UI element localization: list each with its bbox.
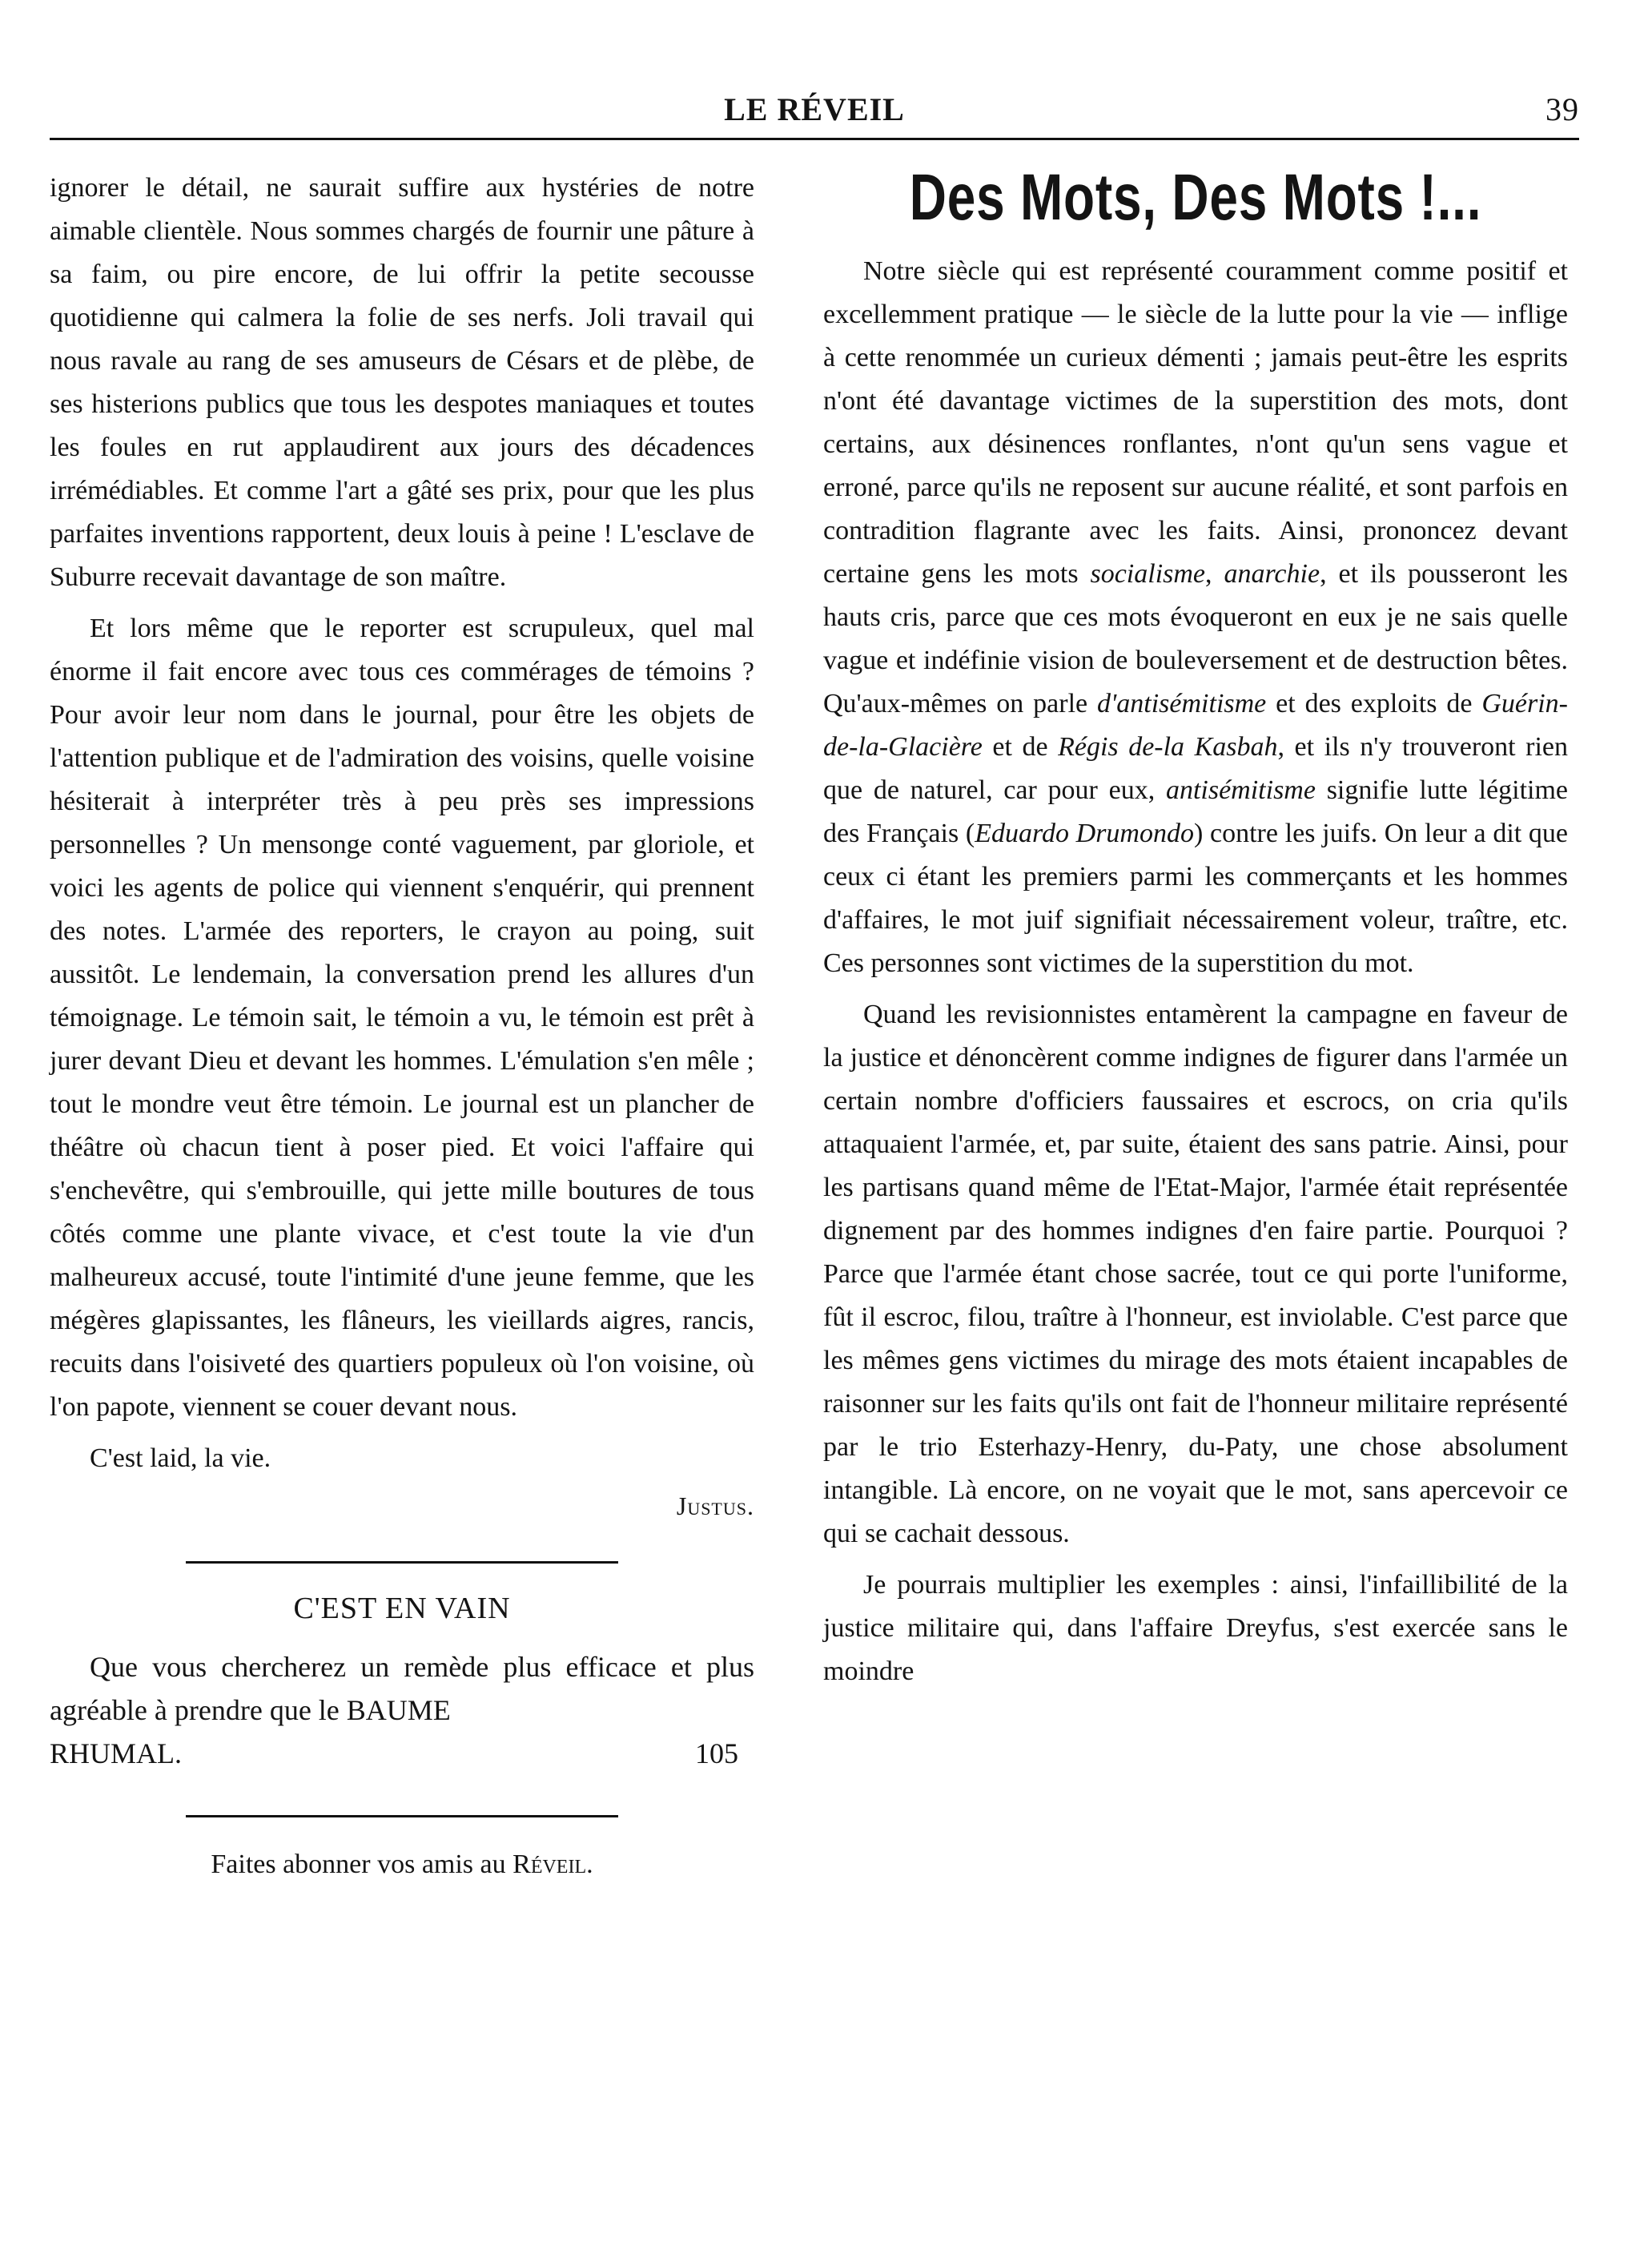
italic-term: socialisme xyxy=(1090,559,1206,589)
text-run: , xyxy=(1205,559,1224,589)
separator-rule-2 xyxy=(186,1815,618,1817)
running-title: LE RÉVEIL xyxy=(724,91,905,127)
header-rule xyxy=(50,138,1579,140)
text-run: ) contre les juifs. On leur a dit que ceux ci étant les premiers parmi les commerçants et les hommes d'affaires, le mot juif signifiait nécessairement voleur, traître, etc. Ces personnes sont victimes de la superstition du mot. xyxy=(823,819,1569,978)
text-run: signifie lutte légitime des Français ( xyxy=(823,775,1569,848)
page-header xyxy=(50,84,1579,132)
italic-term: antisémitisme xyxy=(1165,775,1316,805)
italic-term: Régis de-la Kasbah xyxy=(1058,732,1278,762)
text-run: et de xyxy=(982,732,1059,762)
separator-rule xyxy=(186,1561,618,1564)
text-run: , et ils pousseront les hauts cris, parce que ces mots évoqueront en eux je ne sais quelle vague et indéfinie vision de bouleversement et de destruction bêtes. Qu'aux-mêmes on parle xyxy=(823,559,1568,718)
italic-term: anarchie xyxy=(1224,559,1320,589)
subscribe-notice xyxy=(50,1849,754,1880)
article-paragraph-2: Quand les revisionnistes entamèrent la campagne en faveur de la justice et dénoncèrent comme indignes de figurer dans l'armée un certain nombre d'officiers faussaires et escrocs, on cria qu'ils attaquaient l'armée, et, par suite, étaient des sans patrie. Ainsi, pour les partisans quand même de l'Etat-Major, l'armée était représentée dignement par des hommes indignes d'en faire partie. Pourquoi ? Parce que l'armée étant chose sacrée, tout ce qui porte l'uniforme, fût il escroc, filou, traître à l'honneur, est inviolable. C'est parce que les mêmes gens victimes du mirage des mots étaient incapables de raisonner sur les faits qu'ils ont fait de l'honneur militaire représenté par le trio Esterhazy-Henry, du-Paty, une chose absolument intangible. Là encore, on ne voyait que le mot, sans apercevoir ce qui se cachait dessous. xyxy=(823,1000,1568,1548)
text-run: et des exploits de xyxy=(1266,689,1482,718)
left-column xyxy=(50,167,754,1880)
signature: Justus. xyxy=(676,1491,754,1520)
right-column xyxy=(823,161,1569,1693)
article-paragraph-3: Je pourrais multiplier les exemples : ainsi, l'infaillibilité de la justice militaire qui, dans l'affaire Dreyfus, s'est exercée sans le moindre xyxy=(823,1570,1568,1686)
ad-product-name: RHUMAL. xyxy=(50,1737,183,1769)
article-paragraph-1 xyxy=(823,250,1568,985)
italic-term: Guérin-de-la-Glacière xyxy=(823,689,1568,762)
ad-tail xyxy=(50,1732,754,1775)
left-paragraph-1: ignorer le détail, ne saurait suffire aux hystéries de notre aimable clientèle. Nous sommes chargés de fournir une pâture à sa faim, ou pire encore, de lui offrir la petite secousse quotidienne qui calmera la folie de ses nerfs. Joli travail qui nous ravale au rang de ses amuseurs de Césars et de plèbe, de ses histerions publics que tous les despotes maniaques et toutes les foules en rut applaudirent aux jours des décadences irrémédiables. Et comme l'art a gâté ses prix, pour que les plus parfaites inventions rapportent, deux louis à peine ! L'esclave de Suburre recevait davantage de son maître. xyxy=(50,173,754,592)
italic-term: d'antisémitisme xyxy=(1097,689,1267,718)
ad-number: 105 xyxy=(695,1737,738,1769)
article-title: Des Mots, Des Mots !... xyxy=(909,161,1482,234)
text-run: , et ils n'y trouveront rien que de naturel, car pour eux, xyxy=(823,732,1568,805)
italic-term: Eduardo Drumondo xyxy=(975,819,1194,848)
left-paragraph-2: Et lors même que le reporter est scrupuleux, quel mal énorme il fait encore avec tous ces commérages de témoins ? Pour avoir leur nom dans le journal, pour être les objets de l'attention publique et de l'admiration des voisins, quelle voisine hésiterait à interpréter très à peu près ses impressions personnelles ? Un mensonge conté vaguement, par gloriole, et voici les agents de police qui viennent s'enquérir, qui prennent des notes. L'armée des reporters, le crayon au poing, suit aussitôt. Le lendemain, la conversation prend les allures d'un témoignage. Le témoin sait, le témoin a vu, le témoin est prêt à jurer devant Dieu et devant les hommes. L'émulation s'en mêle ; tout le mondre veut être témoin. Le journal est un plancher de théâtre où chacun tient à poser pied. Et voici l'affaire qui s'enchevêtre, qui s'embrouille, qui jette mille boutures de tous côtés comme une plante vivace, et c'est toute la vie d'un malheureux accusé, toute l'intimité d'une jeune femme, que les mégères glapissantes, les flâneurs, les vieillards aigres, rancis, recuits dans l'oisiveté des quartiers populeux où l'on voisine, où l'on papote, viennent se couer devant nous. xyxy=(50,614,754,1422)
ad-title: C'EST EN VAIN xyxy=(293,1592,511,1625)
subscribe-text: Faites abonner vos amis au xyxy=(211,1849,513,1879)
ad-text: Que vous chercherez un remède plus efficace et plus agréable à prendre que le BAUME xyxy=(50,1651,754,1726)
page-number: 39 xyxy=(1545,91,1579,127)
journal-name: Réveil. xyxy=(512,1849,593,1879)
text-run: Notre siècle qui est représenté couramment comme positif et excellemment pratique — le siècle de la lutte pour la vie — inflige à cette renommée un curieux démenti ; jamais peut-être les esprits n'ont été davantage victimes de la superstition des mots, dont certains, aux désinences ronflantes, n'ont qu'un sens vague et erroné, parce qu'ils ne reposent sur aucune réalité, et sont parfois en contradition flagrante avec les faits. Ainsi, prononcez devant certaine gens les mots xyxy=(823,256,1568,589)
left-paragraph-3: C'est laid, la vie. xyxy=(90,1443,271,1473)
